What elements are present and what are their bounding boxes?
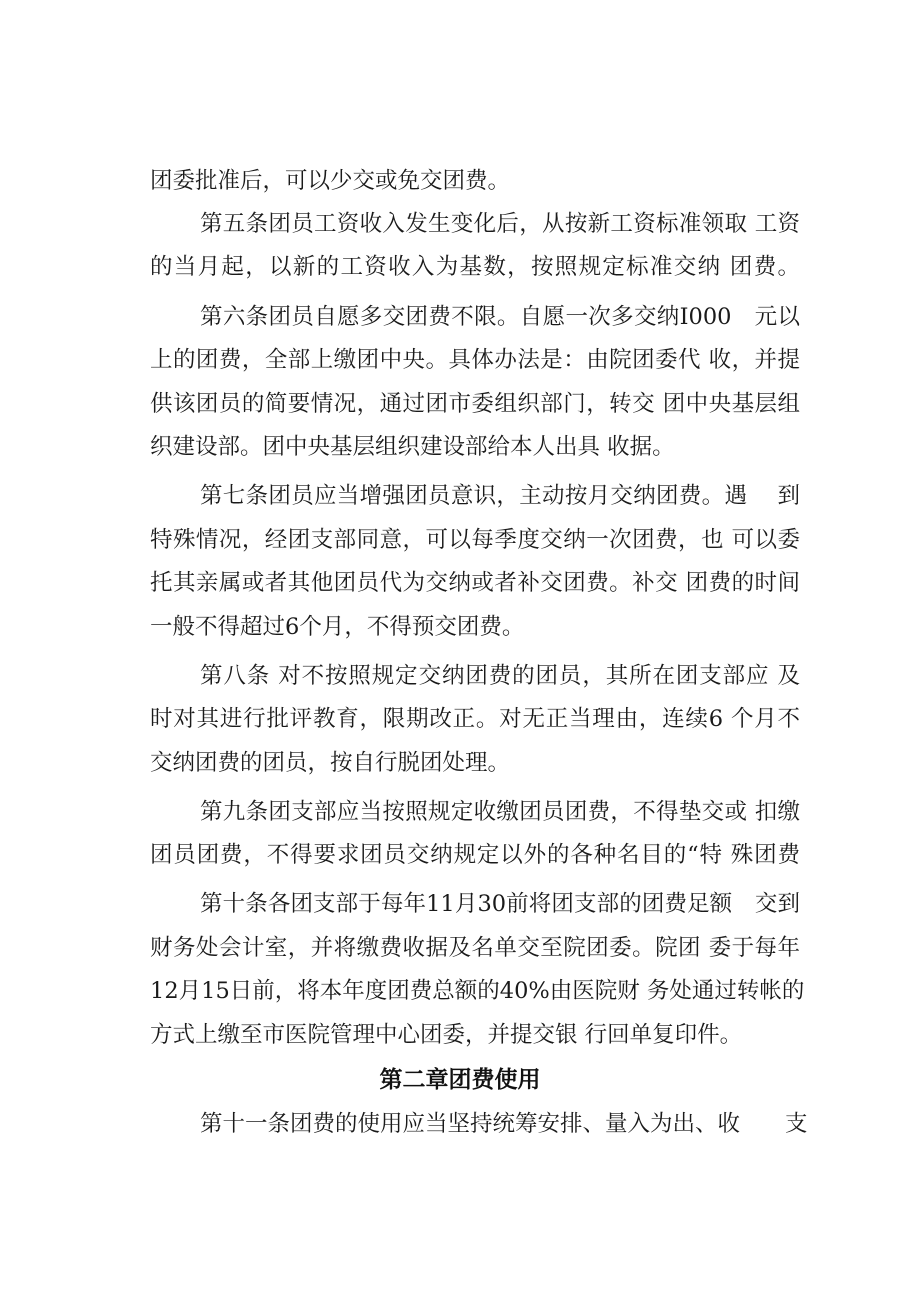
paragraph-line: 第九条团支部应当按照规定收缴团员团费，不得垫交或 扣缴 xyxy=(200,799,800,825)
paragraph-line: 托其亲属或者其他团员代为交纳或者补交团费。补交 团费的时间 xyxy=(150,570,800,596)
paragraph-line: 团委批准后，可以少交或免交团费。 xyxy=(150,168,511,194)
paragraph-line: 供该团员的简要情况，通过团市委组织部门，转交 团中央基层组 xyxy=(150,391,800,417)
paragraph-line: 一般不得超过6个月，不得预交团费。 xyxy=(150,614,525,640)
paragraph-line: 时对其进行批评教育，限期改正。对无正当理由，连续6 个月不 xyxy=(150,706,800,732)
paragraph-line: 第五条团员工资收入发生变化后，从按新工资标准领取 工资 xyxy=(200,211,800,237)
paragraph-line: 第十一条团费的使用应当坚持统筹安排、量入为出、收 支 xyxy=(200,1111,808,1137)
paragraph-line: 方式上缴至市医院管理中心团委，并提交银 行回单复印件。 xyxy=(150,1022,743,1048)
chapter-heading: 第二章团费使用 xyxy=(379,1067,541,1093)
paragraph-line: 交纳团费的团员，按自行脱团处理。 xyxy=(150,750,511,776)
paragraph-line: 第八条 对不按照规定交纳团费的团员，其所在团支部应 及 xyxy=(200,663,800,689)
paragraph-line: 织建设部。团中央基层组织建设部给本人出具 收据。 xyxy=(150,434,675,460)
paragraph-line: 财务处会计室，并将缴费收据及名单交至院团委。院团 委于每年 xyxy=(150,935,800,961)
paragraph-line: 第六条团员自愿多交团费不限。自愿一次多交纳I000 元以 xyxy=(200,304,800,330)
paragraph-line: 的当月起，以新的工资收入为基数，按照规定标准交纳 团费。 xyxy=(150,254,800,280)
paragraph-line: 特殊情况，经团支部同意，可以每季度交纳一次团费，也 可以委 xyxy=(150,527,800,553)
paragraph-line: 第十条各团支部于每年11月30前将团支部的团费足额 交到 xyxy=(200,891,800,917)
paragraph-line: 第七条团员应当增强团员意识，主动按月交纳团费。遇 到 xyxy=(200,483,800,509)
paragraph-line: 团员团费，不得要求团员交纳规定以外的各种名目的“特 殊团费 xyxy=(150,842,800,868)
paragraph-line: 上的团费，全部上缴团中央。具体办法是：由院团委代 收，并提 xyxy=(150,347,800,373)
paragraph-line: 12月15日前，将本年度团费总额的40%由医院财 务处通过转帐的 xyxy=(150,978,805,1004)
